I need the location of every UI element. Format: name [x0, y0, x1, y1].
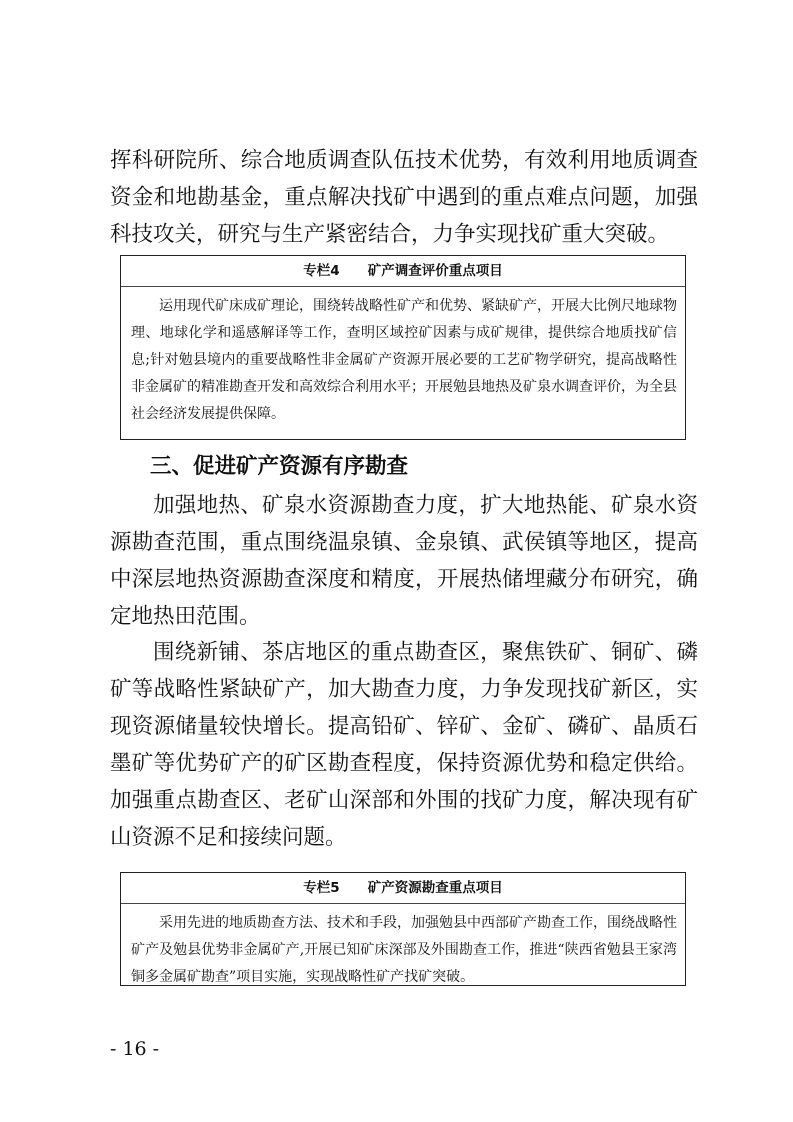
paragraph-continuation: 挥科研院所、综合地质调查队伍技术优势，有效利用地质调查资金和地勘基金，重点解决找矿中遇到的重点难点问题，加强科技攻关，研究与生产紧密结合，力争实现找矿重大突破。: [110, 148, 698, 247]
column-box-4-body: 运用现代矿床成矿理论，围绕转战略性矿产和优势、紧缺矿产，开展大比例尺地球物理、地球化学和遥感解译等工作，查明区域控矿因素与成矿规律，提供综合地质找矿信息;针对勉县境内的重要战略性非金属矿产资源开展必要的工艺矿物学研究，提高战略性非金属矿的精准勘查开发和高效综合利用水平；开展勉县地热及矿泉水调查评价，为全县社会经济发展提供保障。: [131, 298, 677, 422]
column-box-5-title: 专栏5 矿产资源勘查重点项目: [121, 873, 685, 904]
column-box-4-title: 专栏4 矿产调查评价重点项目: [121, 256, 685, 287]
paragraph-geothermal: 加强地热、矿泉水资源勘查力度，扩大地热能、矿泉水资源勘查范围，重点围绕温泉镇、金泉镇、武侯镇等地区，提高中深层地热资源勘查深度和精度，开展热储埋藏分布研究，确定地热田范围。: [110, 493, 698, 629]
column-box-5: [120, 872, 686, 986]
section-heading: 三、促进矿产资源有序勘查: [150, 454, 409, 479]
paragraph-key-exploration: 围绕新铺、茶店地区的重点勘查区，聚焦铁矿、铜矿、磷矿等战略性紧缺矿产，加大勘查力度，力争发现找矿新区，实现资源储量较快增长。提高铅矿、锌矿、金矿、磷矿、晶质石墨矿等优势矿产的矿区勘查程度，保持资源优势和稳定供给。加强重点勘查区、老矿山深部和外围的找矿力度，解决现有矿山资源不足和接续问题。: [110, 640, 698, 850]
column-box-5-body: 采用先进的地质勘查方法、技术和手段，加强勉县中西部矿产勘查工作，围绕战略性矿产及勉县优势非金属矿产,开展已知矿床深部及外围勘查工作，推进“陕西省勉县王家湾铜多金属矿勘查”项目实施，实现战略性矿产找矿突破。: [131, 915, 677, 985]
page-number: - 16 -: [110, 1038, 160, 1060]
column-box-4: [120, 255, 686, 440]
